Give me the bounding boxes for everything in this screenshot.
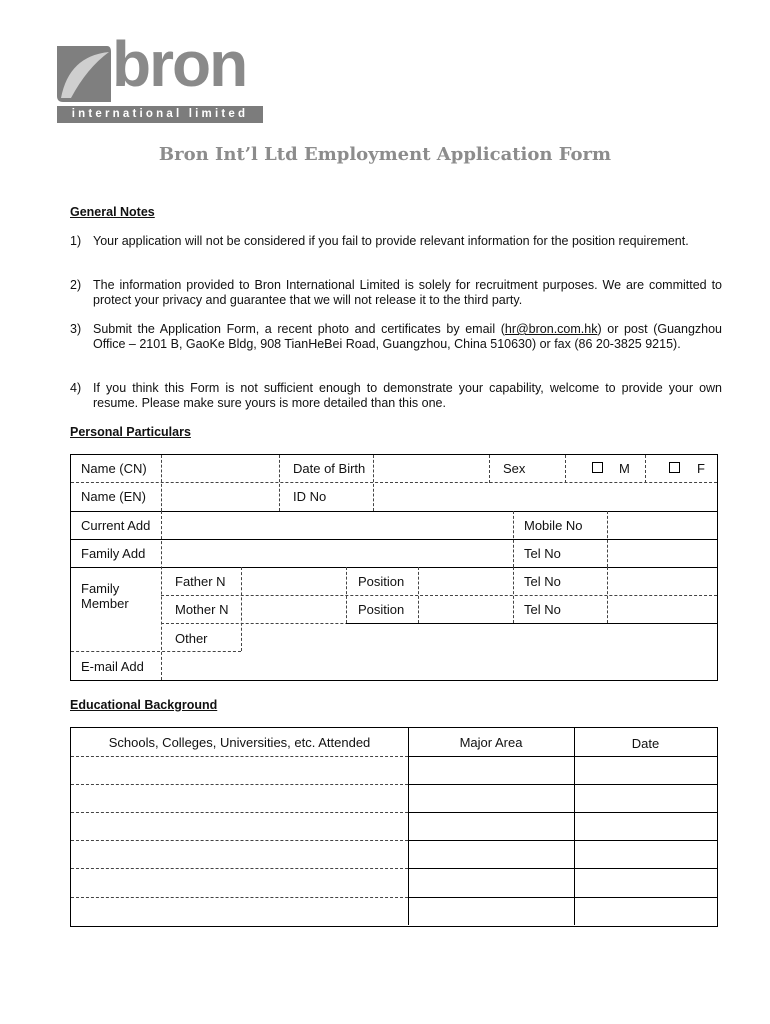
father-name-label: Father N (175, 574, 226, 589)
name-cn-label: Name (CN) (81, 461, 147, 476)
email-add-field[interactable] (166, 655, 712, 675)
family-add-label: Family Add (81, 546, 146, 561)
father-position-label: Position (358, 574, 405, 589)
father-position-field[interactable] (422, 571, 510, 591)
education-table (70, 727, 718, 927)
email-add-label: E-mail Add (81, 659, 144, 674)
note-item (70, 322, 722, 352)
col-major-header: Major Area (459, 735, 523, 750)
family-tel-field[interactable] (611, 543, 713, 563)
note-number: 2) (70, 278, 82, 292)
note-text-part: ) or post (Guangzhou Office – 2101 B, GaoKe Bldg, 908 TianHeBei Road, Guangzhou, China 510630) or fax (86 20-3825 9215). (93, 322, 722, 351)
col-school-header: Schools, Colleges, Universities, etc. Attended (108, 735, 371, 750)
education-row[interactable] (75, 871, 405, 893)
general-notes-heading: General Notes (70, 205, 155, 219)
current-add-field[interactable] (166, 515, 510, 535)
note-item (70, 234, 722, 249)
mobile-no-field[interactable] (611, 515, 713, 535)
education-row[interactable] (75, 759, 405, 781)
personal-particulars-heading: Personal Particulars (70, 425, 191, 439)
current-add-label: Current Add (81, 518, 151, 533)
education-row[interactable] (75, 787, 405, 809)
name-en-label: Name (EN) (81, 489, 147, 504)
father-name-field[interactable] (245, 571, 343, 591)
note-number: 1) (70, 234, 82, 248)
education-row[interactable] (75, 843, 405, 865)
father-tel-field[interactable] (611, 571, 713, 591)
logo-wordmark: bron (112, 28, 247, 100)
sex-female-checkbox[interactable] (669, 462, 680, 473)
logo-tagline: international limited (57, 106, 263, 123)
mother-name-field[interactable] (245, 599, 343, 619)
mother-tel-label: Tel No (524, 602, 561, 617)
note-text (93, 322, 722, 352)
note-item (70, 381, 722, 411)
note-text: The information provided to Bron International Limited is solely for recruitment purposes. We are committed to protect your privacy and guarantee that we will not release it to the third party. (93, 278, 722, 307)
mother-name-label: Mother N (175, 602, 229, 617)
email-link[interactable]: hr@bron.com.hk (504, 322, 598, 336)
tel-no-label: Tel No (524, 546, 561, 561)
dob-label: Date of Birth (293, 461, 366, 476)
personal-particulars-table (70, 454, 718, 681)
name-cn-field[interactable] (166, 459, 276, 479)
dob-field[interactable] (377, 459, 485, 479)
note-text: If you think this Form is not sufficient enough to demonstrate your capability, welcome to provide your own resume. Please make sure yours is more detailed than this one. (93, 381, 722, 410)
mother-position-label: Position (358, 602, 405, 617)
mother-tel-field[interactable] (611, 599, 713, 619)
education-heading: Educational Background (70, 698, 218, 712)
sex-male-label: M (619, 461, 630, 476)
education-row[interactable] (75, 815, 405, 837)
father-tel-label: Tel No (524, 574, 561, 589)
other-member-label: Other (175, 631, 208, 646)
sex-female-label: F (697, 461, 705, 476)
sex-male-checkbox[interactable] (592, 462, 603, 473)
col-date-header: Date (631, 736, 660, 751)
note-text: Your application will not be considered if you fail to provide relevant information for the position requirement. (93, 234, 689, 248)
note-text-part: Submit the Application Form, a recent photo and certificates by email ( (93, 322, 505, 336)
page-title: Bron Int’l Ltd Employment Application Form (158, 144, 612, 165)
id-no-field[interactable] (377, 487, 713, 507)
family-member-label: Family Member (81, 581, 129, 611)
mother-position-field[interactable] (422, 599, 510, 619)
note-number: 3) (70, 322, 82, 336)
note-item (70, 278, 722, 308)
education-row[interactable] (75, 900, 405, 922)
id-no-label: ID No (293, 489, 327, 504)
sex-label: Sex (503, 461, 526, 476)
leaf-logo-icon (57, 46, 113, 102)
family-add-field[interactable] (166, 543, 510, 563)
mobile-no-label: Mobile No (524, 518, 583, 533)
name-en-field[interactable] (166, 487, 276, 507)
note-number: 4) (70, 381, 82, 395)
